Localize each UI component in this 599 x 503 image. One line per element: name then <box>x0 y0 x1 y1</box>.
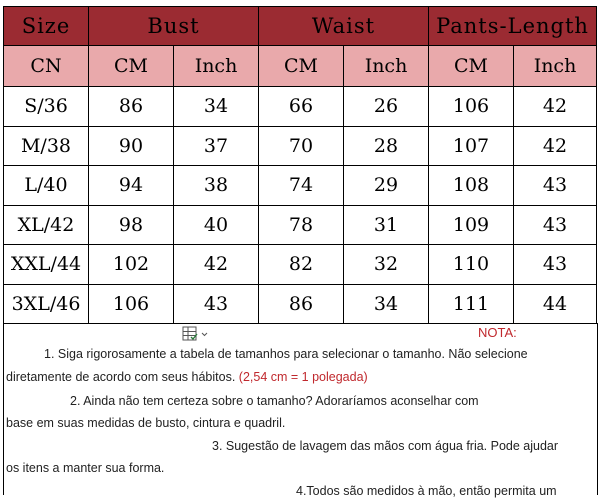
note-conversion: (2,54 cm = 1 polegada) <box>238 370 368 384</box>
table-cell: S/36 <box>4 87 89 127</box>
notes-title: NOTA: <box>478 325 517 340</box>
note-line: os itens a manter sua forma. <box>6 461 165 475</box>
notes-section <box>3 323 598 498</box>
table-cell: 43 <box>514 166 597 206</box>
table-cell: 28 <box>344 126 429 166</box>
subheader-cell: CN <box>4 46 89 87</box>
header-size: Size <box>4 7 89 46</box>
table-cell: 66 <box>259 87 344 127</box>
table-cell: 40 <box>174 205 259 245</box>
header-bust: Bust <box>89 7 259 46</box>
table-cell: 42 <box>514 126 597 166</box>
table-cell: 42 <box>514 87 597 127</box>
table-row <box>4 87 597 127</box>
table-cell: 38 <box>174 166 259 206</box>
table-cell: 86 <box>259 284 344 324</box>
subheader-row <box>4 46 597 87</box>
table-cell: 70 <box>259 126 344 166</box>
table-cell: 34 <box>344 284 429 324</box>
table-cell: 110 <box>429 245 514 285</box>
table-cell: 43 <box>174 284 259 324</box>
subheader-cell: Inch <box>174 46 259 87</box>
table-cell: 74 <box>259 166 344 206</box>
table-cell: 98 <box>89 205 174 245</box>
table-cell: 90 <box>89 126 174 166</box>
note-line: base em suas medidas de busto, cintura e quadril. <box>6 416 286 430</box>
subheader-cell: Inch <box>344 46 429 87</box>
table-cell: M/38 <box>4 126 89 166</box>
note-line: 3. Sugestão de lavagem das mãos com água fria. Pode ajudar <box>212 439 559 453</box>
subheader-cell: CM <box>429 46 514 87</box>
table-cell: 107 <box>429 126 514 166</box>
subheader-cell: Inch <box>514 46 597 87</box>
table-cell: 37 <box>174 126 259 166</box>
table-cell: 34 <box>174 87 259 127</box>
note-text: diretamente de acordo com seus hábitos. <box>6 370 236 384</box>
note-line: 1. Siga rigorosamente a tabela de tamanhos para selecionar o tamanho. Não selecione <box>44 347 528 361</box>
table-cell: 31 <box>344 205 429 245</box>
table-cell: 3XL/46 <box>4 284 89 324</box>
table-row <box>4 166 597 206</box>
table-cell: 94 <box>89 166 174 206</box>
table-cell: 43 <box>514 245 597 285</box>
table-cell: 102 <box>89 245 174 285</box>
subheader-cell: CM <box>259 46 344 87</box>
table-cell: 43 <box>514 205 597 245</box>
note-line-2 <box>6 366 368 389</box>
size-table <box>3 6 597 324</box>
note-line: 2. Ainda não tem certeza sobre o tamanho? Adoraríamos aconselhar com <box>70 394 479 408</box>
table-cell: 29 <box>344 166 429 206</box>
table-cell: 106 <box>89 284 174 324</box>
table-cell: L/40 <box>4 166 89 206</box>
table-cell: 32 <box>344 245 429 285</box>
table-cell: 109 <box>429 205 514 245</box>
table-cell: 106 <box>429 87 514 127</box>
table-cell: 82 <box>259 245 344 285</box>
note-line: 4.Todos são medidos à mão, então permita um <box>296 484 557 498</box>
table-cell: XL/42 <box>4 205 89 245</box>
table-row <box>4 205 597 245</box>
header-row <box>4 7 597 46</box>
header-waist: Waist <box>259 7 429 46</box>
table-cell: XXL/44 <box>4 245 89 285</box>
table-cell: 78 <box>259 205 344 245</box>
header-pants-length: Pants-Length <box>429 7 597 46</box>
table-cell: 44 <box>514 284 597 324</box>
table-row <box>4 245 597 285</box>
table-cell: 86 <box>89 87 174 127</box>
table-cell: 108 <box>429 166 514 206</box>
table-cell: 42 <box>174 245 259 285</box>
table-cell: 26 <box>344 87 429 127</box>
quick-analysis-icon[interactable] <box>182 325 212 343</box>
table-row <box>4 126 597 166</box>
subheader-cell: CM <box>89 46 174 87</box>
table-row <box>4 284 597 324</box>
table-cell: 111 <box>429 284 514 324</box>
